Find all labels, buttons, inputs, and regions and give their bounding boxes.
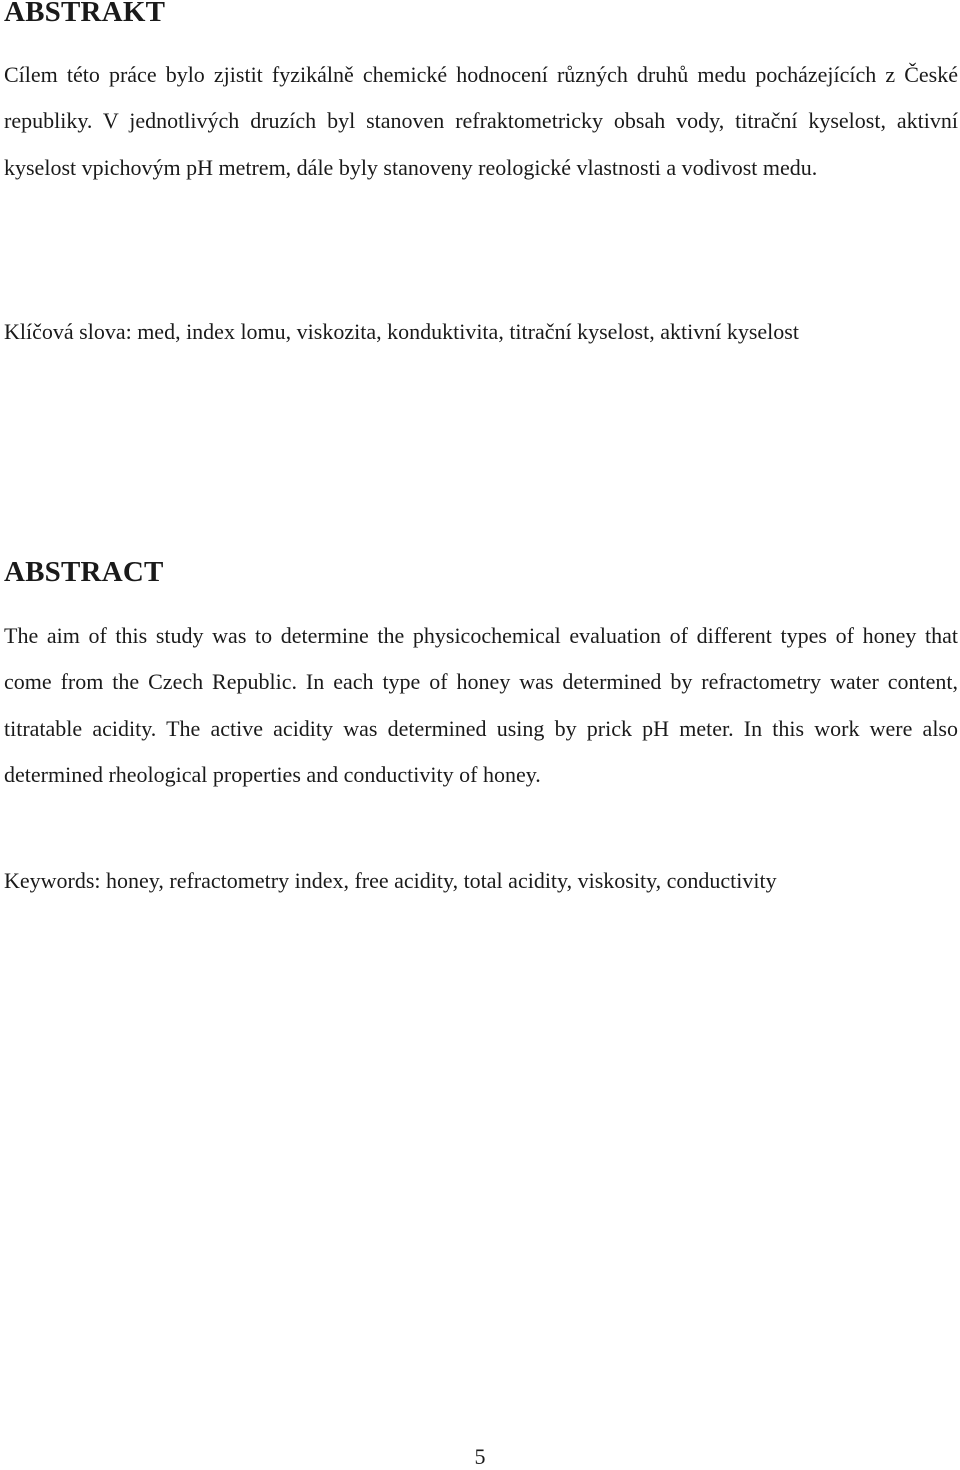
- english-abstract-heading: ABSTRACT: [4, 556, 164, 588]
- czech-keywords: Klíčová slova: med, index lomu, viskozita, konduktivita, titrační kyselost, aktivní kyselost: [4, 319, 799, 344]
- page-number: 5: [474, 1444, 486, 1469]
- english-abstract-text: The aim of this study was to determine the physicochemical evaluation of different types of honey that come from the Czech Republic. In each type of honey was determined by refractometry water content, titratable acidity. The active acidity was determined using by prick pH meter. In this work were also determined rheological properties and conductivity of honey.: [4, 623, 958, 787]
- czech-abstract-heading: ABSTRAKT: [4, 0, 166, 28]
- english-keywords: Keywords: honey, refractometry index, free acidity, total acidity, viskosity, conductivity: [4, 868, 777, 893]
- czech-abstract-text: Cílem této práce bylo zjistit fyzikálně chemické hodnocení různých druhů medu pocházejících z České republiky. V jednotlivých druzích byl stanoven refraktometricky obsah vody, titrační kyselost, aktivní kyselost vpichovým pH metrem, dále byly stanoveny reologické vlastnosti a vodivost medu.: [4, 62, 958, 180]
